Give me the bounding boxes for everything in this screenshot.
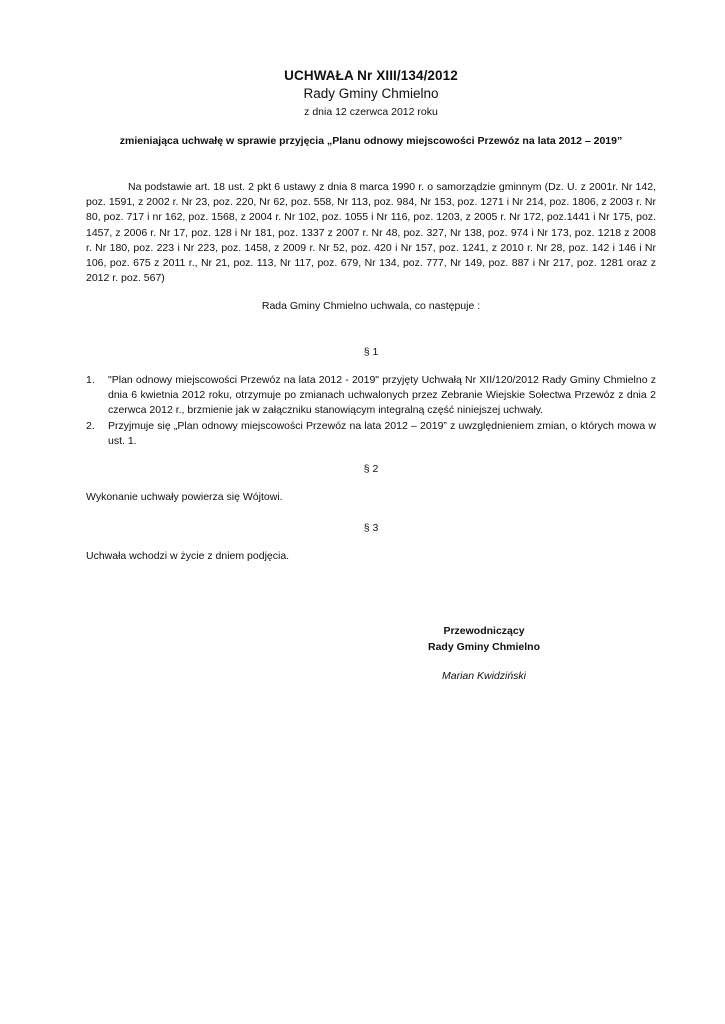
resolution-title: UCHWAŁA Nr XIII/134/2012 bbox=[284, 68, 458, 83]
section-1-list bbox=[86, 373, 656, 449]
signature-organ: Rady Gminy Chmielno bbox=[427, 641, 541, 653]
resolves-statement: Rada Gminy Chmielno uchwala, co następuje : bbox=[261, 300, 481, 312]
list-item-number: 2. bbox=[86, 419, 95, 432]
section-1-mark: § 1 bbox=[363, 346, 379, 358]
list-item-text: Przyjmuje się „Plan odnowy miejscowości Przewóz na lata 2012 – 2019” z uwzględnieniem zmian, o których mowa w ust. 1. bbox=[108, 419, 656, 447]
section-3-text: Uchwała wchodzi w życie z dniem podjęcia. bbox=[86, 550, 290, 562]
section-3-mark: § 3 bbox=[363, 522, 379, 534]
list-item-text: "Plan odnowy miejscowości Przewóz na lata 2012 - 2019" przyjęty Uchwałą Nr XII/120/2012 Rady Gminy Chmielno z dnia 6 kwietnia 2012 roku, otrzymuje po zmianach uchwalonych przez Zebranie Wiejskie Sołectwa Przewóz z dnia 2 czerwca 2012 r., brzmienie jak w załączniku stanowiącym integralną część niniejszej uchwały. bbox=[108, 374, 656, 417]
section-2-text: Wykonanie uchwały powierza się Wójtowi. bbox=[86, 491, 283, 503]
list-item-number: 1. bbox=[86, 374, 95, 386]
legal-basis-paragraph: Na podstawie art. 18 ust. 2 pkt 6 ustawy z dnia 8 marca 1990 r. o samorządzie gminnym (Dz. U. z 2001r. Nr 142, poz. 1591, z 2002 r. Nr 23, poz. 220, Nr 62, poz. 558, Nr 113, poz. 984, Nr 153, poz. 1271 i Nr 214, poz. 1806, z 2003 r. Nr 80, poz. 717 i nr 162, poz. 1568, z 2004 r. Nr 102, poz. 1055 i Nr 116, poz. 1203, z 2005 r. Nr 172, poz.1441 i Nr 175, poz. 1457, z 2006 r. Nr 17, poz. 128 i Nr 181, poz. 1337 z 2007 r. Nr 48, poz. 327, Nr 138, poz. 974 i Nr 173, poz. 1218 z 2008 r. Nr 180, poz. 223 i Nr 223, poz. 1458, z 2009 r. Nr 52, poz. 420 i Nr 157, poz. 1241, z 2010 r. Nr 28, poz. 142 i 146 i Nr 106, poz. 675 z 2011 r., Nr 21, poz. 113, Nr 117, poz. 679, Nr 134, poz. 777, Nr 149, poz. 887 i Nr 217, poz. 1281 oraz z 2012 r. poz. 567) bbox=[86, 181, 656, 285]
list-item bbox=[86, 419, 656, 449]
resolution-subject: zmieniająca uchwałę w sprawie przyjęcia „Planu odnowy miejscowości Przewóz na lata 2012 – 2019” bbox=[119, 135, 623, 147]
signature-name: Marian Kwidziński bbox=[441, 670, 527, 682]
section-2-mark: § 2 bbox=[363, 463, 379, 475]
signature-role: Przewodniczący bbox=[443, 625, 525, 637]
list-item bbox=[86, 373, 656, 419]
council-name: Rady Gminy Chmielno bbox=[303, 86, 439, 101]
resolution-date: z dnia 12 czerwca 2012 roku bbox=[304, 106, 438, 118]
